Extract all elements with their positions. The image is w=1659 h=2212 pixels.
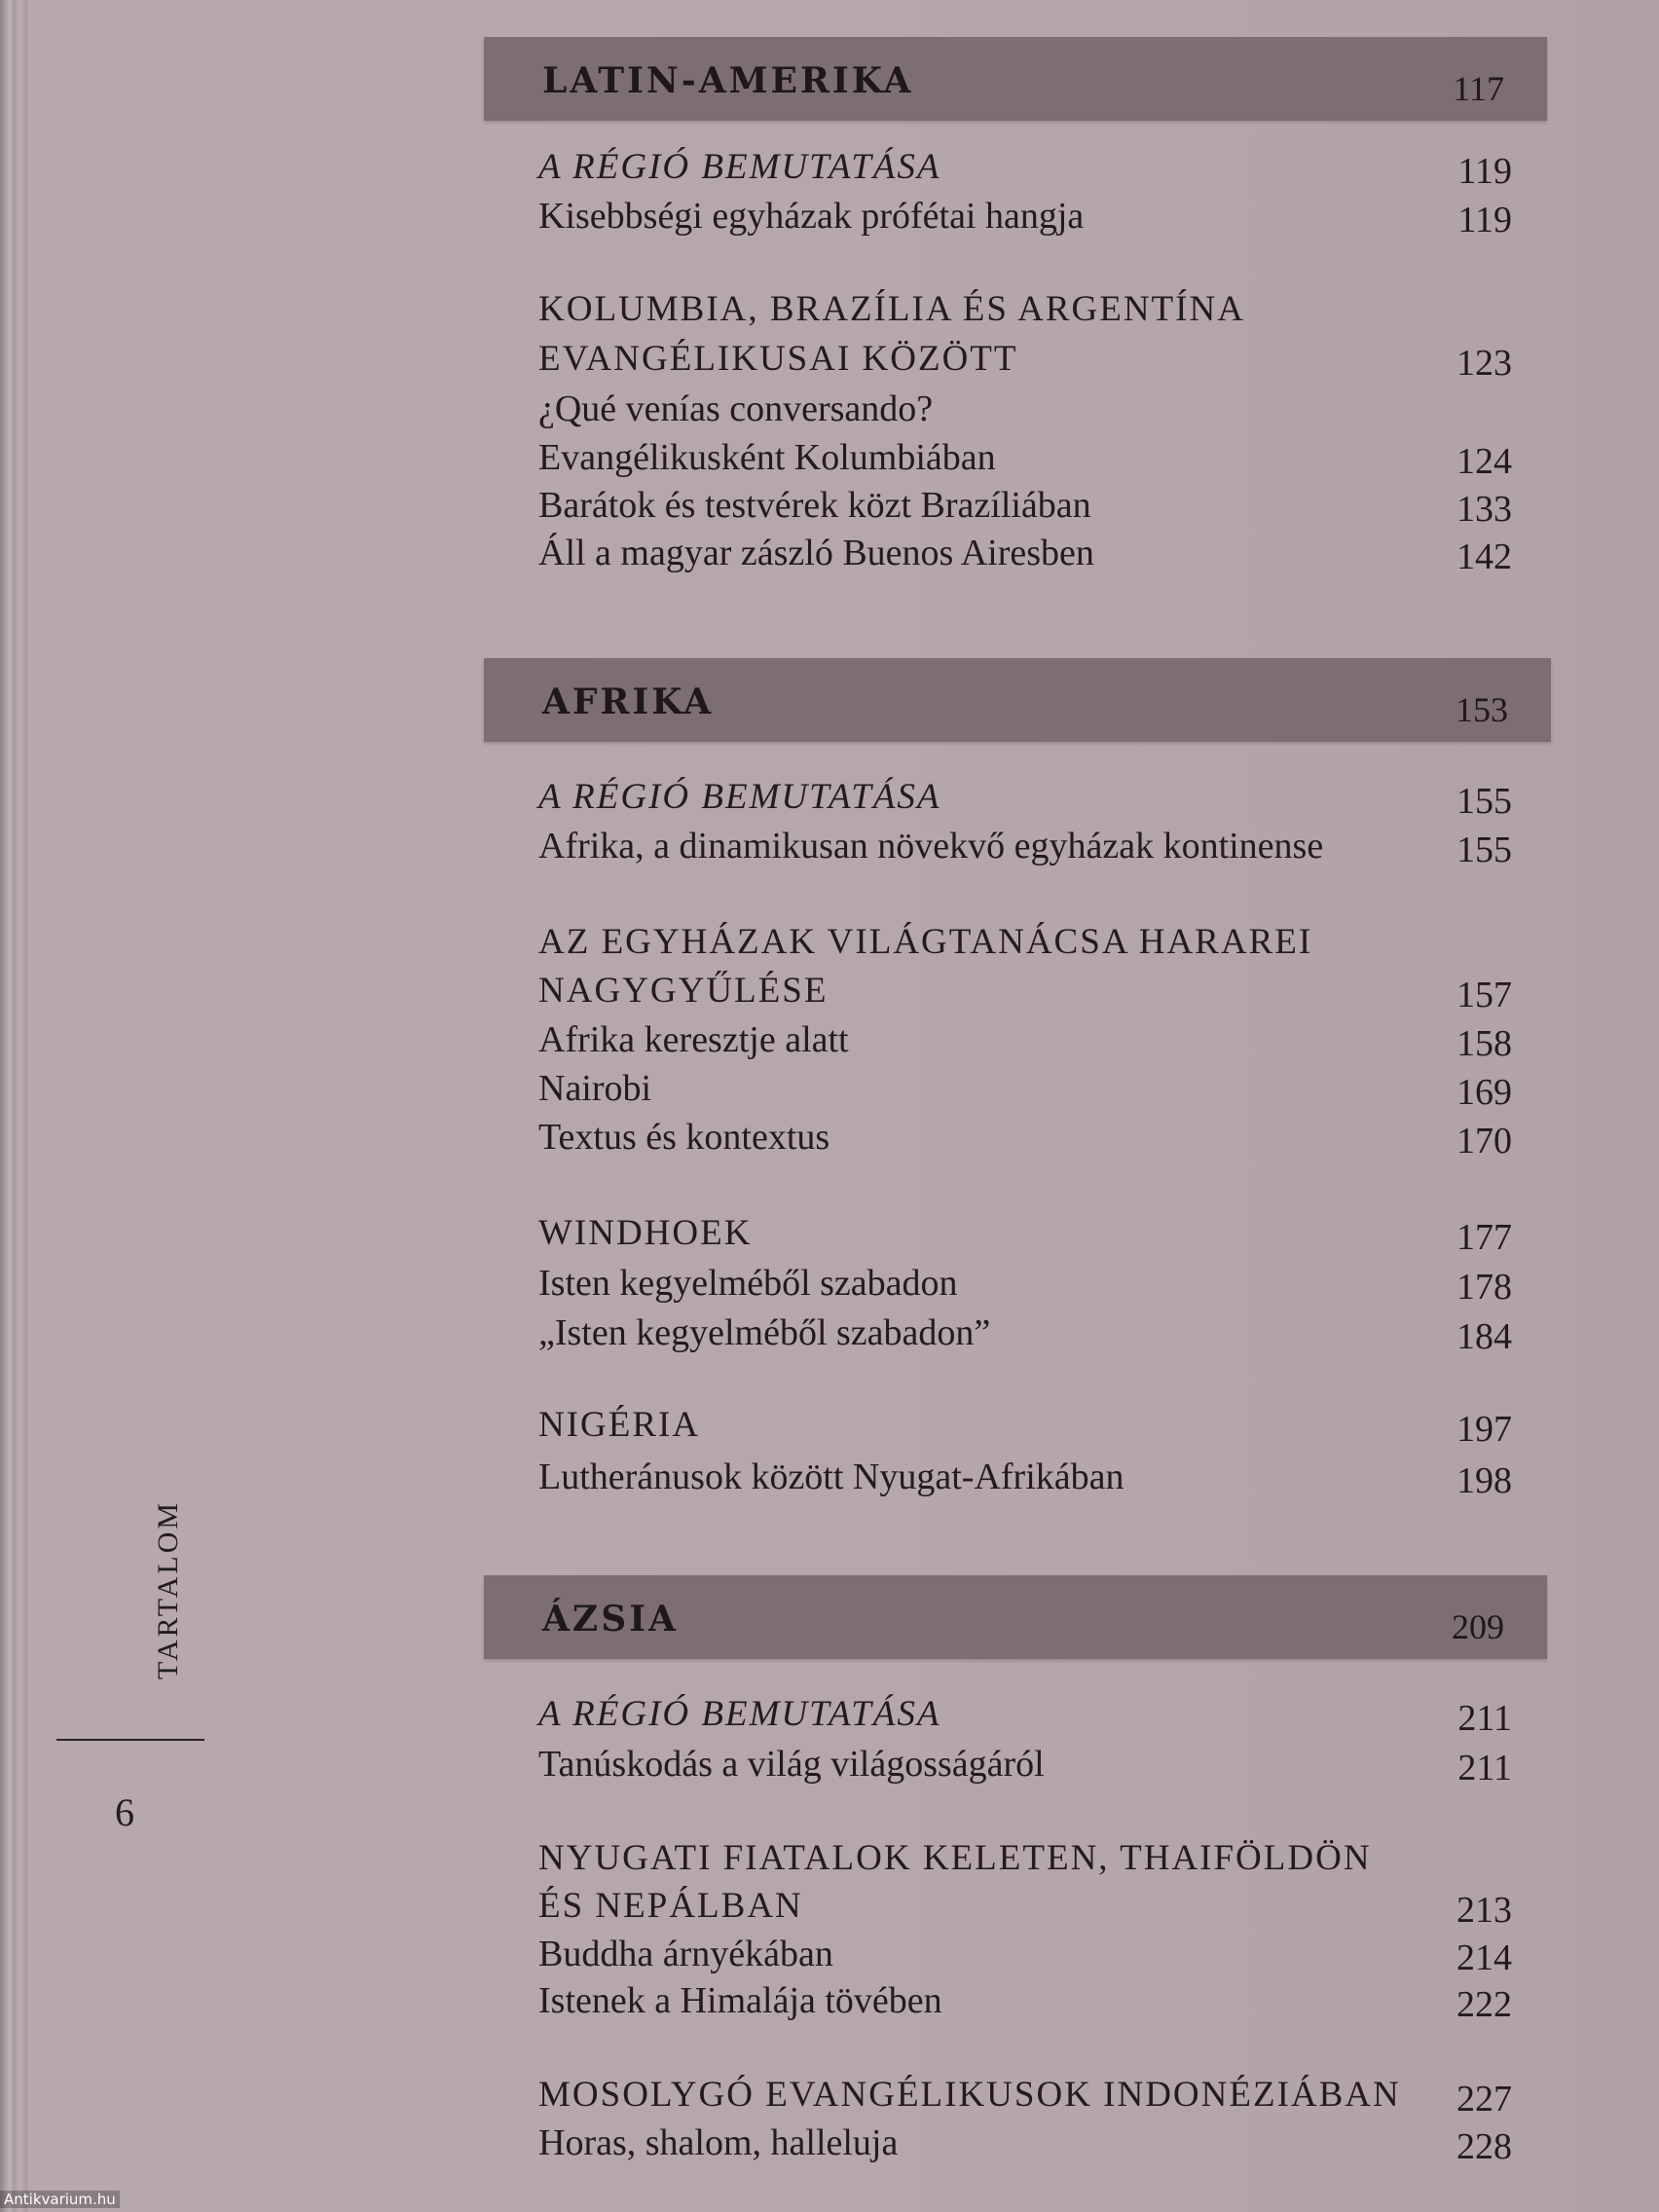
toc-entry-title: Barátok és testvérek közt Brazíliában	[538, 485, 1091, 526]
toc-entry-page: 155	[1456, 830, 1512, 870]
section-page: 153	[1456, 690, 1508, 729]
watermark: Antikvarium.hu	[0, 2191, 120, 2208]
section-band-azsia	[484, 1575, 1547, 1659]
toc-entry	[538, 1883, 1512, 1930]
toc-entry	[538, 336, 1512, 383]
toc-entry-page: 222	[1456, 1984, 1512, 2025]
toc-entry-title: MOSOLYGÓ EVANGÉLIKUSOK INDONÉZIÁBAN	[538, 2075, 1401, 2115]
toc-entry-page: 214	[1456, 1937, 1512, 1978]
toc-entry-page: 213	[1456, 1890, 1512, 1931]
section-page: 209	[1452, 1607, 1504, 1646]
toc-entry-title: A RÉGIÓ BEMUTATÁSA	[538, 147, 941, 187]
toc-entry-page: 177	[1456, 1217, 1512, 1258]
toc-entry-page: 123	[1456, 343, 1512, 384]
toc-entry-page: 155	[1456, 781, 1512, 822]
toc-entry-title: ÉS NEPÁLBAN	[538, 1886, 803, 1926]
toc-entry-page: 142	[1456, 536, 1512, 577]
toc-entry	[538, 1065, 1512, 1112]
toc-entry	[538, 1016, 1512, 1063]
toc-entry-title: Nairobi	[538, 1068, 652, 1109]
toc-entry	[538, 1210, 1512, 1257]
toc-entry-title: Isten kegyelméből szabadon	[538, 1263, 958, 1304]
toc-entry-title: Istenek a Himalája tövében	[538, 1980, 942, 2021]
section-band-latin-amerika	[484, 37, 1547, 121]
toc-entry-title: A RÉGIÓ BEMUTATÁSA	[538, 777, 941, 817]
toc-entry-page: 169	[1456, 1072, 1512, 1113]
toc-entry-page: 119	[1457, 200, 1512, 240]
toc-entry	[538, 1260, 1512, 1307]
toc-entry-title: NIGÉRIA	[538, 1405, 701, 1445]
toc-entry-page: 197	[1456, 1409, 1512, 1450]
toc-entry-title: Afrika keresztje alatt	[538, 1019, 849, 1060]
toc-entry-title: Tanúskodás a világ világosságáról	[538, 1744, 1045, 1785]
toc-entry	[538, 919, 1512, 966]
toc-entry-title: Textus és kontextus	[538, 1117, 830, 1158]
section-title: AFRIKA	[542, 682, 715, 722]
toc-entry	[538, 434, 1512, 481]
toc-entry	[538, 1931, 1512, 1977]
toc-entry	[538, 774, 1512, 821]
toc-entry-page: 184	[1456, 1316, 1512, 1357]
toc-entry-title: EVANGÉLIKUSAI KÖZÖTT	[538, 339, 1018, 379]
toc-entry-title: Buddha árnyékában	[538, 1934, 833, 1974]
toc-entry-page: 124	[1456, 441, 1512, 482]
toc-entry-title: Lutheránusok között Nyugat-Afrikában	[538, 1456, 1124, 1497]
section-title: ÁZSIA	[542, 1599, 679, 1640]
toc-entry-page: 227	[1456, 2079, 1512, 2120]
section-page: 117	[1453, 69, 1504, 108]
toc-entry	[538, 1402, 1512, 1449]
toc-entry	[538, 1977, 1512, 2024]
toc-entry-title: KOLUMBIA, BRAZÍLIA ÉS ARGENTÍNA	[538, 289, 1245, 329]
toc-entry	[538, 1691, 1512, 1738]
toc-entry	[538, 1741, 1512, 1788]
toc-entry-title: Afrika, a dinamikusan növekvő egyházak kontinense	[538, 826, 1324, 866]
toc-entry	[538, 1454, 1512, 1500]
toc-entry	[538, 386, 1512, 432]
side-running-head: TARTALOM	[152, 1499, 184, 1679]
toc-entry-title: „Isten kegyelméből szabadon”	[538, 1312, 991, 1353]
toc-entry-title: Kisebbségi egyházak prófétai hangja	[538, 196, 1085, 237]
toc-entry	[538, 286, 1512, 333]
toc-entry-title: NAGYGYŰLÉSE	[538, 971, 829, 1011]
toc-entry-title: Horas, shalom, halleluja	[538, 2122, 899, 2163]
toc-entry-page: 198	[1456, 1460, 1512, 1501]
toc-entry-page: 178	[1456, 1267, 1512, 1308]
toc-entry-page: 170	[1456, 1121, 1512, 1161]
section-band-afrika	[484, 658, 1551, 742]
section-title: LATIN-AMERIKA	[542, 60, 914, 101]
toc-entry-title: Áll a magyar zászló Buenos Airesben	[538, 533, 1094, 573]
toc-entry	[538, 823, 1512, 869]
page-number: 6	[115, 1790, 134, 1834]
toc-entry-page: 157	[1456, 975, 1512, 1015]
toc-entry	[538, 482, 1512, 529]
toc-entry-title: Evangélikusként Kolumbiában	[538, 437, 996, 478]
toc-entry	[538, 193, 1512, 240]
toc-entry	[538, 1309, 1512, 1356]
toc-entry-page: 158	[1456, 1023, 1512, 1064]
toc-entry	[538, 144, 1512, 191]
toc-entry-title: AZ EGYHÁZAK VILÁGTANÁCSA HARAREI	[538, 922, 1313, 962]
toc-entry	[538, 530, 1512, 576]
toc-entry	[538, 2120, 1512, 2166]
side-divider	[56, 1739, 204, 1741]
toc-entry-page: 119	[1457, 151, 1512, 192]
toc-entry-title: A RÉGIÓ BEMUTATÁSA	[538, 1694, 941, 1734]
toc-entry-title: WINDHOEK	[538, 1213, 753, 1253]
toc-entry	[538, 968, 1512, 1014]
toc-entry	[538, 1114, 1512, 1161]
toc-entry-title: ¿Qué venías conversando?	[538, 388, 934, 429]
toc-entry	[538, 2072, 1512, 2119]
toc-entry-title: NYUGATI FIATALOK KELETEN, THAIFÖLDÖN	[538, 1838, 1372, 1878]
toc-entry	[538, 1835, 1512, 1882]
toc-entry-page: 133	[1456, 489, 1512, 530]
toc-entry-page: 228	[1456, 2126, 1512, 2167]
toc-entry-page: 211	[1457, 1748, 1512, 1788]
toc-entry-page: 211	[1457, 1698, 1512, 1739]
page-edge	[0, 0, 27, 2212]
